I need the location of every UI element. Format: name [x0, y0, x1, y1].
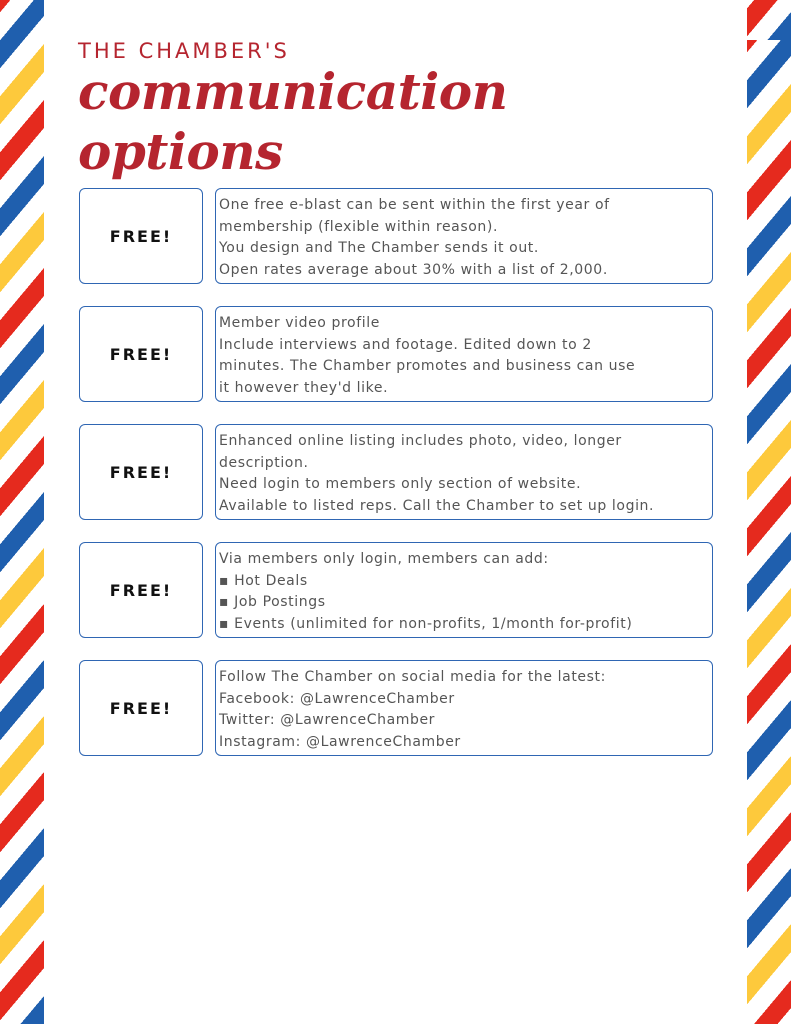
- right-stripe-border: [747, 0, 791, 1024]
- description-line: Facebook: @LawrenceChamber: [219, 690, 455, 707]
- option-description: [215, 188, 713, 284]
- option-row-social-media: [79, 660, 715, 760]
- option-row-video-profile: [79, 306, 715, 406]
- option-description: [215, 660, 713, 756]
- description-line: minutes. The Chamber promotes and business can use: [219, 358, 636, 374]
- option-row-eblast: [79, 188, 715, 288]
- description-line: ▪ Events (unlimited for non-profits, 1/month for-profit): [219, 615, 633, 632]
- free-badge: FREE!: [79, 542, 203, 638]
- description-line: Open rates average about 30% with a list of 2,000.: [219, 261, 608, 278]
- header-kicker: THE CHAMBER'S: [78, 39, 290, 63]
- description-line: Member video profile: [219, 315, 380, 331]
- free-badge: FREE!: [79, 424, 203, 520]
- description-line: ▪ Hot Deals: [219, 572, 308, 589]
- description-line: Include interviews and footage. Edited down to 2: [219, 336, 592, 353]
- page-title: communication options: [78, 62, 508, 181]
- option-description: [215, 542, 713, 638]
- description-line: Available to listed reps. Call the Chamber to set up login.: [219, 497, 655, 514]
- free-badge: FREE!: [79, 660, 203, 756]
- description-line: ▪ Job Postings: [219, 594, 326, 610]
- description-line: Need login to members only section of website.: [219, 476, 582, 492]
- free-badge: FREE!: [79, 306, 203, 402]
- description-line: Follow The Chamber on social media for the latest:: [219, 669, 606, 685]
- description-line: it however they'd like.: [219, 379, 389, 396]
- description-line: description.: [219, 454, 309, 471]
- description-line: Instagram: @LawrenceChamber: [219, 733, 461, 750]
- option-description: [215, 424, 713, 520]
- description-line: Via members only login, members can add:: [219, 551, 549, 567]
- description-line: membership (flexible within reason).: [219, 218, 499, 235]
- option-row-member-login: [79, 542, 715, 642]
- options-list: [79, 188, 715, 778]
- header: [78, 36, 718, 182]
- left-stripe-border: [0, 0, 44, 1024]
- description-line: Enhanced online listing includes photo, video, longer: [219, 433, 622, 449]
- option-description: [215, 306, 713, 402]
- option-row-online-listing: [79, 424, 715, 524]
- free-badge: FREE!: [79, 188, 203, 284]
- description-line: You design and The Chamber sends it out.: [219, 240, 539, 256]
- description-line: One free e-blast can be sent within the first year of: [219, 197, 610, 213]
- description-line: Twitter: @LawrenceChamber: [219, 712, 436, 728]
